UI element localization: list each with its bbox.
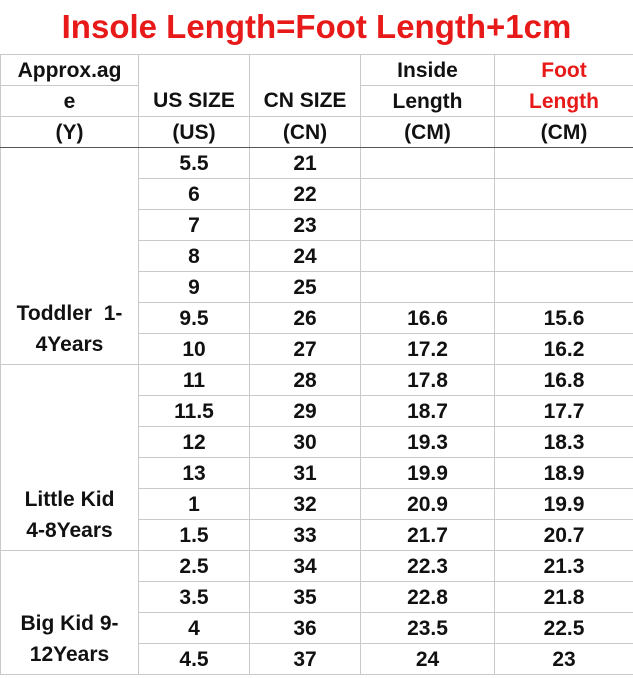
unit-us: (US) [139,117,250,148]
foot-length-cell [495,148,633,179]
cn-size-cell: 22 [250,179,361,210]
us-size-cell: 4 [139,613,250,644]
foot-length-cell: 15.6 [495,303,633,334]
us-size-cell: 11 [139,365,250,396]
foot-length-cell: 20.7 [495,520,633,551]
foot-length-cell: 21.3 [495,551,633,582]
age-group-line1: Little Kid [24,488,115,511]
inside-length-cell: 16.6 [361,303,495,334]
foot-length-cell [495,210,633,241]
header-age-line2: e [1,86,139,117]
foot-length-cell [495,241,633,272]
foot-length-cell: 18.9 [495,458,633,489]
cn-size-cell: 37 [250,644,361,675]
inside-length-cell [361,179,495,210]
table-row [1,551,633,582]
foot-length-cell: 22.5 [495,613,633,644]
cn-size-cell: 28 [250,365,361,396]
age-group-cell [1,148,139,365]
age-group-cell [1,365,139,551]
units-row [1,117,633,148]
unit-foot: (CM) [495,117,633,148]
header-inside-line1: Inside [361,55,495,86]
foot-length-cell: 19.9 [495,489,633,520]
us-size-cell: 13 [139,458,250,489]
cn-size-cell: 36 [250,613,361,644]
inside-length-cell [361,148,495,179]
age-group-line2: 4-8Years [26,519,113,542]
cn-size-cell: 23 [250,210,361,241]
header-us-size: US SIZE [139,55,250,117]
cn-size-cell: 35 [250,582,361,613]
header-inside-line2: Length [361,86,495,117]
foot-length-cell: 23 [495,644,633,675]
foot-length-cell [495,272,633,303]
foot-length-cell: 21.8 [495,582,633,613]
cn-size-cell: 21 [250,148,361,179]
header-foot-line1: Foot [495,55,633,86]
inside-length-cell: 20.9 [361,489,495,520]
inside-length-cell [361,241,495,272]
table-row [1,148,633,179]
inside-length-cell: 24 [361,644,495,675]
inside-length-cell: 19.9 [361,458,495,489]
inside-length-cell: 23.5 [361,613,495,644]
inside-length-cell: 22.8 [361,582,495,613]
cn-size-cell: 34 [250,551,361,582]
foot-length-cell: 16.8 [495,365,633,396]
us-size-cell: 1 [139,489,250,520]
inside-length-cell: 17.2 [361,334,495,365]
header-row-1 [1,55,633,86]
us-size-cell: 2.5 [139,551,250,582]
foot-length-cell: 17.7 [495,396,633,427]
us-size-cell: 4.5 [139,644,250,675]
inside-length-cell: 22.3 [361,551,495,582]
header-age-line1: Approx.ag [1,55,139,86]
foot-length-cell: 16.2 [495,334,633,365]
foot-length-cell: 18.3 [495,427,633,458]
cn-size-cell: 26 [250,303,361,334]
age-group-line1: Toddler 1- [16,302,123,325]
cn-size-cell: 27 [250,334,361,365]
cn-size-cell: 33 [250,520,361,551]
chart-title: Insole Length=Foot Length+1cm [0,0,633,55]
cn-size-cell: 32 [250,489,361,520]
inside-length-cell [361,272,495,303]
age-group-line1: Big Kid 9- [20,612,119,635]
us-size-cell: 6 [139,179,250,210]
age-group-line2: 4Years [35,333,104,356]
us-size-cell: 1.5 [139,520,250,551]
us-size-cell: 11.5 [139,396,250,427]
us-size-cell: 9.5 [139,303,250,334]
cn-size-cell: 31 [250,458,361,489]
header-cn-size: CN SIZE [250,55,361,117]
cn-size-cell: 25 [250,272,361,303]
cn-size-cell: 29 [250,396,361,427]
cn-size-cell: 24 [250,241,361,272]
inside-length-cell [361,210,495,241]
size-table [0,54,633,675]
inside-length-cell: 19.3 [361,427,495,458]
foot-length-cell [495,179,633,210]
inside-length-cell: 17.8 [361,365,495,396]
us-size-cell: 12 [139,427,250,458]
inside-length-cell: 21.7 [361,520,495,551]
us-size-cell: 5.5 [139,148,250,179]
age-group-line2: 12Years [29,643,110,666]
unit-cn: (CN) [250,117,361,148]
header-foot-line2: Length [495,86,633,117]
unit-inside: (CM) [361,117,495,148]
cn-size-cell: 30 [250,427,361,458]
unit-age: (Y) [1,117,139,148]
inside-length-cell: 18.7 [361,396,495,427]
us-size-cell: 8 [139,241,250,272]
size-rows [1,148,633,675]
us-size-cell: 9 [139,272,250,303]
table-row [1,365,633,396]
age-group-cell [1,551,139,675]
us-size-cell: 7 [139,210,250,241]
us-size-cell: 3.5 [139,582,250,613]
us-size-cell: 10 [139,334,250,365]
